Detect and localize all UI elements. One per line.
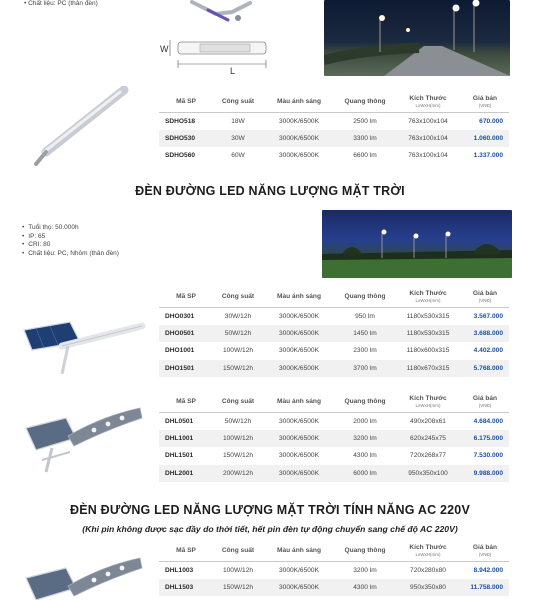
section-solar-title: ĐÈN ĐƯỜNG LED NĂNG LƯỢNG MẶT TRỜI: [135, 184, 405, 198]
table-row: SDHO530 30W 3000K/6500K 3300 lm 763x100x104 1.060.000: [159, 130, 509, 148]
street-scene-icon: [324, 0, 510, 76]
header-size: Kích Thước LxWxH(mm): [395, 541, 461, 561]
table-dhl: [159, 392, 509, 482]
header-color: Màu ánh sáng: [263, 287, 335, 307]
header-size: Kích Thước LxWxH(mm): [395, 92, 461, 112]
header-power: Công suất: [213, 392, 263, 412]
header-price: Giá bán (VNĐ): [461, 392, 509, 412]
table-row: DHL1501 150W/12h 3000K/6500K 4300 lm 720x268x77 7.530.000: [165, 452, 503, 460]
header-price: Giá bán (VNĐ): [461, 287, 509, 307]
table-header-row: [159, 541, 509, 561]
header-power: Công suất: [213, 541, 263, 561]
solar-spec-list: [22, 224, 119, 258]
street-night-photo: [324, 0, 510, 76]
table-header-row: [159, 287, 509, 307]
header-code: Mã SP: [159, 92, 213, 112]
header-flux: Quang thông: [335, 287, 395, 307]
lamp-top-image: [190, 0, 260, 26]
section-ac-title: ĐÈN ĐƯỜNG LED NĂNG LƯỢNG MẶT TRỜI TÍNH NĂNG AC 220V: [70, 503, 470, 517]
spec-item: • IP: 65: [22, 233, 119, 242]
ac-solar-lamp-image: [22, 552, 146, 600]
solar-park-photo: [322, 210, 512, 278]
header-price: Giá bán (VNĐ): [461, 92, 509, 112]
header-flux: Quang thông: [335, 92, 395, 112]
table-row: DHO1001 100W/12h 3000K/6500K 2300 lm 1180x600x315 4.402.000: [165, 347, 503, 355]
header-power: Công suất: [213, 92, 263, 112]
table-dhl-ac: [159, 541, 509, 596]
park-scene-icon: [322, 210, 512, 278]
led-head-lamp-image: [22, 402, 146, 474]
table-row: DHO0301 30W/12h 3000K/6500K 950 lm 1180x530x315 3.567.000: [165, 312, 503, 320]
section-ac-note: (Khi pin không được sạc đầy do thời tiết, hết pin đèn tự động chuyển sang chế độ AC 220V): [82, 524, 458, 534]
spec-item: • Chất liệu: PC, Nhôm (thân đèn): [22, 250, 119, 259]
table-row: DHO1501 150W/12h 3000K/6500K 3700 lm 1180x670x315 5.768.000: [159, 360, 509, 378]
header-flux: Quang thông: [335, 392, 395, 412]
header-color: Màu ánh sáng: [263, 392, 335, 412]
header-size: Kích Thước LxWxH(mm): [395, 287, 461, 307]
table-sdho: [159, 92, 509, 165]
header-size: Kích Thước LxWxH(mm): [395, 392, 461, 412]
table-row: DHO0501 50W/12h 3000K/6500K 1450 lm 1180x530x315 3.688.000: [159, 325, 509, 343]
spec-item: • CRI: 80: [22, 241, 119, 250]
header-flux: Quang thông: [335, 541, 395, 561]
intro-spec: • Chất liệu: PC (thân đèn): [24, 0, 98, 7]
linear-street-lamp-image: [28, 86, 130, 166]
header-code: Mã SP: [159, 541, 213, 561]
table-row: DHL1001 100W/12h 3000K/6500K 3200 lm 620x245x75 6.175.000: [159, 430, 509, 448]
table-row: DHL2001 200W/12h 3000K/6500K 6000 lm 950x350x100 9.988.000: [159, 465, 509, 483]
header-color: Màu ánh sáng: [263, 92, 335, 112]
table-row: DHL0501 50W/12h 3000K/6500K 2000 lm 490x208x61 4.684.000: [165, 417, 503, 425]
table-header-row: [159, 392, 509, 412]
table-row: SDHO518 18W 3000K/6500K 2500 lm 763x100x104 670.000: [165, 117, 503, 125]
table-row: DHL1003 100W/12h 3000K/6500K 3200 lm 720x280x80 8.942.000: [165, 566, 503, 574]
header-color: Màu ánh sáng: [263, 541, 335, 561]
solar-panel-lamp-image: [22, 316, 146, 376]
table-dho: [159, 287, 509, 377]
header-price: Giá bán (VNĐ): [461, 541, 509, 561]
header-power: Công suất: [213, 287, 263, 307]
spec-item: • Tuổi thọ: 50.000h: [22, 224, 119, 233]
header-code: Mã SP: [159, 392, 213, 412]
dimension-w-label: W: [160, 44, 169, 54]
table-row: SDHO560 60W 3000K/6500K 6600 lm 763x100x104 1.337.000: [165, 152, 503, 160]
dimension-drawing: [160, 34, 272, 78]
table-header-row: [159, 92, 509, 112]
dimension-l-label: L: [230, 66, 236, 76]
header-code: Mã SP: [159, 287, 213, 307]
table-row: DHL1503 150W/12h 3000K/6500K 4300 lm 950x350x80 11.758.000: [159, 579, 509, 597]
